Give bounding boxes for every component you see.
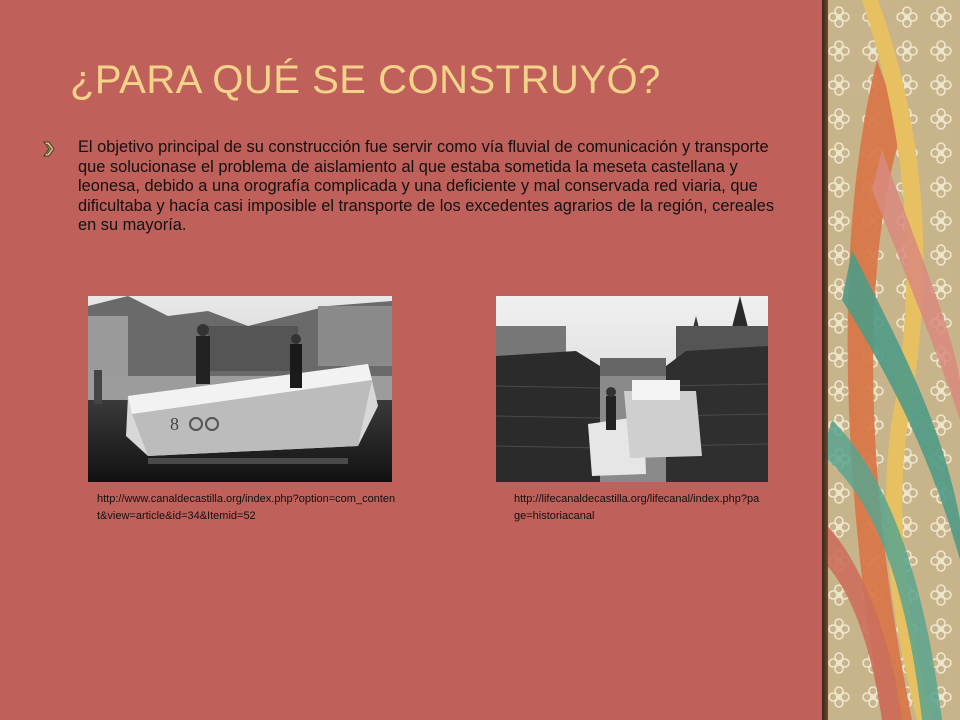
slide-title: ¿PARA QUÉ SE CONSTRUYÓ? [70,58,661,102]
image-caption-2: http://lifecanaldecastilla.org/lifecanal/index.php?page=historiacanal [514,493,760,522]
image-caption-1: http://www.canaldecastilla.org/index.php?option=com_content&view=article&id=34&Itemid=52 [97,493,396,522]
boat-number: 8 [170,414,179,434]
bullet-icon [42,141,56,157]
bullet-text: El objetivo principal de su construcción fue servir como vía fluvial de comunicación y transporte que solucionase el problema de aislamiento al que estaba sometida la meseta castellana y leonesa, debido a una orografía complicada y una deficiente y mal conservada red viaria, que dificultaba y hacía casi imposible el transporte de los excedentes agrarios de la región, cereales en su mayoría. [78,138,775,234]
decorative-floral-panel [822,0,960,720]
canal-lock-photo [496,296,768,482]
bullet-item [42,138,792,236]
canal-barge-photo [88,296,392,482]
panel-divider [822,0,828,720]
